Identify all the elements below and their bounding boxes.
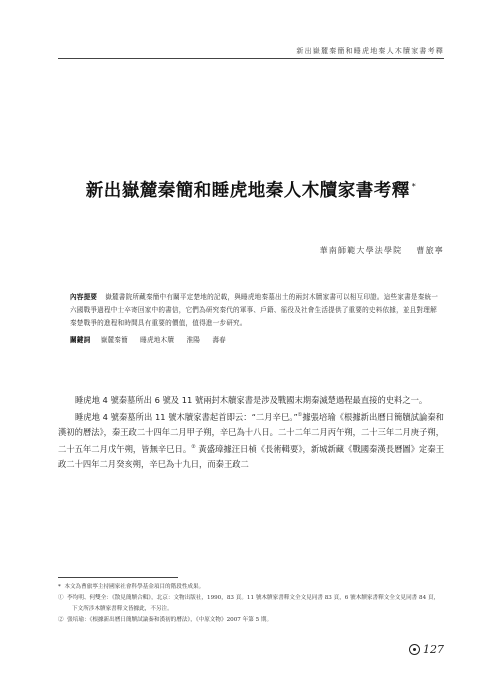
body-paragraph [58,393,444,408]
page-number [409,643,444,656]
keywords-line [70,334,442,347]
affiliation-name: 華南師範大學法學院 [319,246,403,255]
footnote-rule [58,577,178,578]
running-header: 新出嶽麓秦簡和睡虎地秦人木牘家書考釋 [296,47,444,55]
article-title-text: 新出嶽麓秦簡和睡虎地秦人木牘家書考釋 [85,181,410,201]
footnote-ref[interactable]: ① [297,412,303,419]
footnote-mark: ② [58,617,64,623]
footnote-text: 李均明、何雙全：《散見簡牘合輯》，北京：文物出版社，1990，83 頁。11 號木牘家書釋文全文見同書 83 頁，6 號木牘家書釋文全文見同書 84 頁，下文所涉木牘家書釋文皆據此，不另注。 [67,595,440,612]
footnote-item [58,615,444,626]
abstract-text: 嶽麓書院所藏秦簡中有關平定楚地的記載，與睡虎地秦墓出土的兩封木牘家書可以相互印證。這些家書是秦統一六國戰爭過程中士卒寄回家中的書信，它們為研究秦代的軍事、戶籍、徭役及社會生活提供了重要的史料依據，並且對理解秦楚戰爭的進程和時間具有重要的價值，值得進一步研究。 [70,293,439,327]
body-sentence: 睡虎地 4 號秦墓所出 11 號木牘家書起首即云：“二月辛巳。” [75,411,298,422]
body-text [58,393,444,473]
body-sentence: 黃盛璋據汪日楨《長術輯要》，新城新藏《戰國秦漢長曆圖》定秦王政二十四年二月癸亥朔，辛巳為十九日，而秦王政二 [58,444,444,470]
body-sentence: 據張培瑜《根據新出曆日簡牘試論秦和漢初的曆法》，秦王政二十四年二月甲子朔，辛巳為十八日。二十二年二月丙午朔，二十三年二月庚子朔，二十五年二月戊午朔，皆無辛巳日。 [58,411,444,455]
page-number-text: 127 [423,643,444,656]
title-footnote-mark: * [411,182,417,192]
footnote-ref[interactable]: ② [191,444,196,451]
footnote-mark: * [58,584,61,590]
footnote-text: 張培瑜：《根據新出曆日簡牘試論秦和漢初的曆法》，《中原文物》2007 年第 5 期。 [67,617,273,623]
footnote-item [58,593,444,615]
footnotes [58,582,444,626]
abstract-paragraph [70,291,442,330]
author-affiliation [320,245,444,256]
abstract-block [70,291,442,347]
keyword: 嶽麓秦簡 [100,336,128,344]
keyword: 壽春 [212,336,226,344]
abstract-label: 內容提要 [70,293,98,301]
keyword: 淮陽 [186,336,201,344]
body-sentence: 睡虎地 4 號秦墓所出 6 號及 11 號兩封木牘家書是涉及戰國末期秦滅楚過程最直接的史料之一。 [75,395,428,405]
article-title [0,177,502,202]
author-name: 曹旅寧 [416,246,444,255]
footnote-text: 本文為曹旅寧主持國家社會科學基金項目的階段性成果。 [64,584,205,590]
keyword: 睡虎地木牘 [140,336,175,344]
header-rule [58,58,444,59]
keywords-label: 關鍵詞 [70,336,91,344]
circle-dot-icon [409,644,420,655]
footnote-mark: ① [58,595,64,601]
body-paragraph [58,408,444,472]
footnote-item [58,582,444,593]
